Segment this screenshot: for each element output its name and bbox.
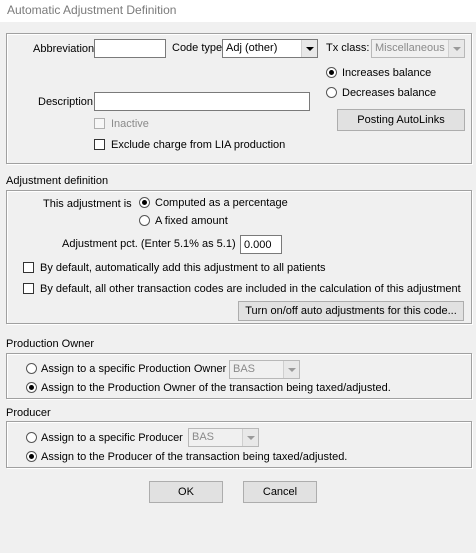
window-title: Automatic Adjustment Definition (7, 3, 177, 17)
posting-autolinks-button[interactable]: Posting AutoLinks (337, 109, 465, 131)
code-type-label: Code type (172, 42, 223, 54)
chevron-down-icon (242, 429, 258, 446)
assign-tx-production-owner-radio[interactable] (26, 382, 37, 393)
adjustment-section-title: Adjustment definition (6, 175, 109, 187)
assign-tx-producer-radio[interactable] (26, 451, 37, 462)
auto-add-checkbox[interactable] (23, 262, 34, 273)
chevron-down-icon (448, 40, 464, 57)
specific-producer-radio[interactable] (26, 432, 37, 443)
producer-value: BAS (192, 431, 215, 443)
decreases-balance-label: Decreases balance (342, 87, 437, 99)
producer-select (188, 428, 259, 447)
adjustment-pct-input[interactable] (240, 235, 282, 254)
exclude-lia-label: Exclude charge from LIA production (111, 139, 286, 151)
specific-production-owner-radio[interactable] (26, 363, 37, 374)
include-codes-checkbox[interactable] (23, 283, 34, 294)
production-owner-select (229, 360, 300, 379)
include-codes-label: By default, all other transaction codes are included in the calculation of this adjustment (40, 283, 461, 295)
specific-producer-label: Assign to a specific Producer (41, 432, 183, 444)
description-label: Description (38, 96, 94, 108)
increases-balance-radio[interactable] (326, 67, 337, 78)
increases-balance-label: Increases balance (342, 67, 432, 79)
description-input[interactable] (94, 92, 310, 111)
fixed-amount-label: A fixed amount (155, 215, 228, 227)
production-owner-value: BAS (233, 363, 256, 375)
producer-section-title: Producer (6, 407, 51, 419)
auto-add-label: By default, automatically add this adjustment to all patients (40, 262, 326, 274)
abbreviation-input[interactable] (94, 39, 166, 58)
computed-percentage-radio[interactable] (139, 197, 150, 208)
tx-class-select (371, 39, 465, 58)
cancel-button[interactable]: Cancel (243, 481, 317, 503)
chevron-down-icon (283, 361, 299, 378)
code-type-value: Adj (other) (226, 42, 278, 54)
fixed-amount-radio[interactable] (139, 215, 150, 226)
tx-class-value: Miscellaneous (375, 42, 445, 54)
turn-auto-adjustments-button[interactable]: Turn on/off auto adjustments for this code... (238, 301, 464, 321)
tx-class-label: Tx class: (326, 42, 370, 54)
abbreviation-label: Abbreviation (33, 43, 95, 55)
inactive-checkbox (94, 118, 105, 129)
code-type-select[interactable] (222, 39, 318, 58)
adjustment-type-label: This adjustment is (43, 198, 132, 210)
inactive-label: Inactive (111, 118, 149, 130)
assign-tx-production-owner-label: Assign to the Production Owner of the transaction being taxed/adjusted. (41, 382, 391, 394)
production-owner-section-title: Production Owner (6, 338, 95, 350)
exclude-lia-checkbox[interactable] (94, 139, 105, 150)
specific-production-owner-label: Assign to a specific Production Owner (41, 363, 227, 375)
assign-tx-producer-label: Assign to the Producer of the transaction being taxed/adjusted. (41, 451, 348, 463)
chevron-down-icon (301, 40, 317, 57)
adjustment-pct-label: Adjustment pct. (Enter 5.1% as 5.1) (62, 238, 236, 250)
decreases-balance-radio[interactable] (326, 87, 337, 98)
ok-button[interactable]: OK (149, 481, 223, 503)
computed-percentage-label: Computed as a percentage (155, 197, 288, 209)
